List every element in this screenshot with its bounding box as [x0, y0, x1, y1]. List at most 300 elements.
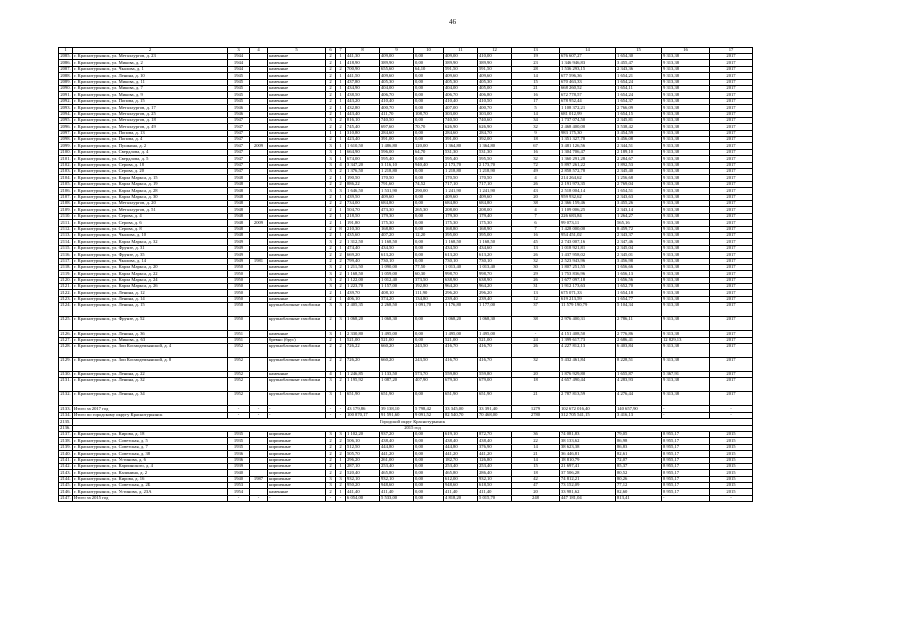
table-cell: 1950 — [228, 277, 250, 283]
table-cell: 20 — [512, 489, 560, 495]
table-cell: 1950 — [228, 271, 250, 277]
table-cell: 1952 — [228, 378, 250, 392]
table-cell: 1950 — [228, 290, 250, 296]
table-cell: 1948 — [228, 181, 250, 187]
table-cell: 886,22 — [346, 181, 380, 187]
table-cell: 1 364,80 — [444, 143, 478, 149]
table-cell: - — [268, 495, 326, 501]
table-cell: 0,00 — [414, 470, 444, 476]
table-cell: 410,00 — [478, 54, 512, 60]
table-cell: 9 313,38 — [662, 303, 710, 317]
table-cell: каменные — [268, 162, 326, 168]
address-cell: г. Краснотурьинск, ул. Металлургов, д. 23 — [73, 54, 228, 60]
table-cell: 26 — [512, 344, 560, 358]
row-number-cell: 2117. — [60, 258, 71, 263]
table-cell: 438,40 — [380, 438, 414, 444]
table-cell: 1 — [336, 60, 346, 66]
table-cell: 670 463,33 — [560, 79, 616, 85]
table-cell: 409,60 — [444, 73, 478, 79]
table-cell: 9 — [512, 130, 560, 136]
address-cell: Итого за 2015 год — [73, 495, 228, 501]
table-cell: 303,00 — [444, 111, 478, 117]
table-cell: 38 — [512, 200, 560, 206]
table-cell: 6 — [512, 220, 560, 226]
table-cell: 559,80 — [478, 372, 512, 378]
table-cell: 1 218,80 — [444, 169, 478, 175]
table-cell: 678 952,44 — [560, 98, 616, 104]
table-cell: 444,80 — [380, 444, 414, 450]
row-number-cell: 2092. — [60, 98, 71, 104]
table-cell: 948,60 — [380, 483, 414, 489]
table-cell: 677 596,36 — [560, 73, 616, 79]
table-cell: 0,00 — [414, 444, 444, 450]
table-cell: 9 313,38 — [662, 156, 710, 162]
table-cell: 465,80 — [380, 470, 414, 476]
table-cell: 2 — [336, 378, 346, 392]
table-cell: 9 313,38 — [662, 181, 710, 187]
table-cell: 2 344,51 — [616, 143, 662, 149]
table-cell: каменные — [268, 331, 326, 337]
table-cell: 389,90 — [444, 60, 478, 66]
table-cell: 8 955,17 — [662, 476, 710, 482]
table-cell: 681 012,99 — [560, 111, 616, 117]
address-cell: г. Краснотурьинск, ул. Пушкина, д. 2 — [73, 143, 228, 149]
address-cell: г. Краснотурьинск, ул. Фрунзе, д. 52 — [73, 317, 228, 331]
table-cell: 2 — [336, 181, 346, 187]
table-cell: 948,60 — [444, 483, 478, 489]
table-cell: - — [710, 406, 753, 412]
table-cell: 12,20 — [414, 232, 444, 238]
table-cell: 1 753 836,96 — [560, 271, 616, 277]
column-number-cell: 2 — [73, 48, 228, 54]
table-cell: 13 — [512, 290, 560, 296]
table-cell: 441,30 — [346, 54, 380, 60]
table-cell: 2015 — [710, 463, 753, 469]
table-cell: 374,20 — [380, 296, 414, 302]
table-cell: 2015 — [710, 451, 753, 457]
table-cell: 12 — [512, 296, 560, 302]
table-cell: 2017 — [710, 169, 753, 175]
table-cell: кирпичные — [268, 431, 326, 437]
table-cell: 296,20 — [478, 290, 512, 296]
table-cell: 1 610,50 — [346, 143, 380, 149]
table-cell: 4 657 490,44 — [560, 378, 616, 392]
row-number-cell: 2130. — [60, 371, 71, 377]
table-cell: 253,40 — [380, 463, 414, 469]
address-cell: г. Краснотурьинск, ул. Серова, д. 20 — [73, 169, 228, 175]
address-cell: г. Краснотурьинск, ул. Карла Маркса, д. 19 — [73, 181, 228, 187]
row-number-cell: 2143. — [60, 469, 71, 475]
table-cell: 3 — [336, 476, 346, 482]
address-cell: г. Краснотурьинск, ул. Карпинского, д. 4 — [73, 463, 228, 469]
table-cell: 1947 — [228, 130, 250, 136]
table-cell: каменные — [268, 194, 326, 200]
table-cell: 1935 — [228, 431, 250, 437]
table-cell: 1950 — [228, 303, 250, 317]
address-cell: г. Краснотурьинск, ул. Калинина, д. 2 — [73, 470, 228, 476]
column-number-cell: 15 — [616, 48, 662, 54]
table-cell: 0,00 — [414, 156, 444, 162]
table-cell: 85,37 — [616, 463, 662, 469]
table-cell: 591,50 — [444, 66, 478, 72]
table-cell: 3 456,08 — [616, 137, 662, 143]
table-cell: 1950 — [228, 296, 250, 302]
table-cell: 0,00 — [414, 495, 444, 501]
table-cell: 2 345,81 — [616, 117, 662, 123]
table-cell: 49 — [512, 169, 560, 175]
table-cell: 3 456,98 — [616, 258, 662, 264]
table-cell: кирпичные — [268, 438, 326, 444]
address-cell: г. Краснотурьинск, ул. Металлургов, д. 17 — [73, 105, 228, 111]
table-cell: 79,05 — [616, 431, 662, 437]
table-cell: 3 — [326, 156, 336, 162]
table-cell: 2 — [326, 463, 336, 469]
table-cell: 2017 — [710, 271, 753, 277]
table-cell: 391,00 — [444, 137, 478, 143]
row-number-cell: 2127. — [60, 337, 71, 343]
table-cell: 0,00 — [414, 213, 444, 219]
row-number-cell: 2108. — [60, 200, 71, 206]
row-number-cell: 2112. — [60, 226, 71, 231]
table-cell: 9 313,38 — [662, 85, 710, 91]
table-cell: 376,90 — [478, 444, 512, 450]
table-cell: 2 — [326, 252, 336, 258]
table-cell: 1951 — [228, 337, 250, 343]
table-cell: 2017 — [710, 111, 753, 117]
table-cell: 0,00 — [414, 226, 444, 232]
table-cell: каменные — [268, 188, 326, 194]
address-cell: г. Краснотурьинск, ул. Микова, д. 9 — [73, 92, 228, 98]
table-cell: 1 654,21 — [616, 73, 662, 79]
table-cell: - — [250, 406, 268, 412]
column-number-cell: 7 — [336, 48, 346, 54]
table-cell: 1 090,00 — [380, 264, 414, 270]
table-cell: 1949 — [228, 239, 250, 245]
table-cell: каменные — [268, 111, 326, 117]
table-cell: 964,20 — [478, 284, 512, 290]
address-cell: г. Краснотурьинск, ул. Кирова, д. 18 — [73, 431, 228, 437]
table-cell: 740,50 — [380, 117, 414, 123]
table-cell: 726,20 — [346, 358, 380, 372]
table-row — [59, 392, 753, 406]
table-cell: 2009 — [250, 143, 268, 149]
table-cell: 0,00 — [414, 194, 444, 200]
table-cell: 26 — [512, 181, 560, 187]
table-cell: 559,80 — [444, 372, 478, 378]
table-cell: 3 — [326, 303, 336, 317]
table-cell: - — [228, 406, 250, 412]
table-row — [59, 344, 753, 358]
table-cell: 2017 — [710, 85, 753, 91]
table-cell: 2 — [326, 175, 336, 181]
table-cell: каменные — [268, 149, 326, 155]
table-cell: 591,50 — [478, 66, 512, 72]
table-cell: 126,80 — [478, 457, 512, 463]
table-cell: крупноблочные газоблоки — [268, 358, 326, 372]
table-cell: 9 313,38 — [662, 105, 710, 111]
table-cell: 0,00 — [414, 483, 444, 489]
table-cell: 1 437 958,02 — [560, 252, 616, 258]
table-cell: 684,80 — [444, 200, 478, 206]
address-cell: г. Краснотурьинск, ул. Микова, д. 63 — [73, 337, 228, 343]
table-cell: 2017 — [710, 220, 753, 226]
table-cell: 1945 — [228, 85, 250, 91]
table-cell: 18 810,79 — [560, 457, 616, 463]
table-cell: 2017 — [710, 60, 753, 66]
table-cell: 1948 — [228, 188, 250, 194]
table-cell: 2 345,04 — [616, 245, 662, 251]
table-cell: 86,98 — [616, 438, 662, 444]
address-cell: г. Краснотурьинск, ул. Зои Космодемьянской, д. 4 — [73, 344, 228, 358]
table-cell: 660,20 — [380, 344, 414, 358]
table-cell: 0,00 — [414, 220, 444, 226]
table-cell: бревно (брус) — [268, 337, 326, 343]
table-cell: 77,50 — [414, 264, 444, 270]
table-cell: 15 — [512, 79, 560, 85]
table-cell: 37 — [512, 303, 560, 317]
table-cell: 672 778,57 — [560, 92, 616, 98]
table-cell: 1948 — [228, 220, 250, 226]
table-cell: 18 — [512, 137, 560, 143]
table-cell: 14 — [512, 444, 560, 450]
table-cell: 26 — [512, 277, 560, 283]
address-cell: г. Краснотурьинск, ул. Устинова, д. 6 — [73, 457, 228, 463]
column-number-cell: 1 — [59, 48, 73, 54]
table-cell: 33 981,62 — [560, 489, 616, 495]
table-cell: 0,00 — [414, 258, 444, 264]
table-cell: 74 812,21 — [560, 476, 616, 482]
table-cell: каменные — [268, 239, 326, 245]
table-cell — [250, 378, 268, 392]
table-cell: 5 432 461,84 — [560, 358, 616, 372]
table-cell: кирпичные — [268, 470, 326, 476]
table-cell: 1935 — [228, 444, 250, 450]
table-cell: 1 — [336, 290, 346, 296]
table-cell: 2 — [326, 290, 336, 296]
table-cell: 521,00 — [444, 337, 478, 343]
table-cell: - — [268, 406, 326, 412]
table-cell: 0,00 — [414, 92, 444, 98]
table-cell: 265,30 — [414, 207, 444, 213]
table-cell: 1 — [336, 73, 346, 79]
table-cell: 1 — [336, 92, 346, 98]
table-cell: 28 — [512, 66, 560, 72]
table-cell: 2 — [336, 483, 346, 489]
table-cell: 932,10 — [380, 476, 414, 482]
table-cell: 411,40 — [444, 489, 478, 495]
table-cell: 998,70 — [444, 271, 478, 277]
table-cell: 434,50 — [444, 245, 478, 251]
column-number-cell: 3 — [228, 48, 250, 54]
table-cell: 405,30 — [380, 79, 414, 85]
table-cell: 1 — [336, 232, 346, 238]
table-cell: 730,10 — [478, 258, 512, 264]
page-number: 46 — [449, 18, 456, 26]
row-number-cell: 2090. — [60, 85, 71, 91]
table-cell: 438,50 — [346, 92, 380, 98]
table-cell: 0,00 — [414, 79, 444, 85]
table-cell: 1 — [336, 105, 346, 111]
table-cell: 140 657,90 — [616, 406, 662, 412]
table-cell: 669,20 — [346, 252, 380, 258]
table-cell: 407,90 — [414, 378, 444, 392]
table-cell: 2 284,67 — [616, 156, 662, 162]
table-cell: 1 246,85 — [346, 372, 380, 378]
table-cell: крупноблочные газоблоки — [268, 392, 326, 406]
table-cell: 2 — [326, 60, 336, 66]
table-cell: 2 — [336, 444, 346, 450]
address-cell: г. Краснотурьинск, ул. Карла Маркса, д. 15 — [73, 175, 228, 181]
address-cell: г. Краснотурьинск, ул. Попова, д. 15 — [73, 98, 228, 104]
table-cell: 434,50 — [380, 245, 414, 251]
table-cell: 684,80 — [478, 200, 512, 206]
table-cell: 2 976 400,31 — [560, 317, 616, 331]
table-cell: 1987 — [250, 476, 268, 482]
table-cell: 2 — [336, 169, 346, 175]
table-cell: 80,52 — [616, 470, 662, 476]
table-cell: 43 — [512, 188, 560, 194]
table-cell: 655,60 — [380, 66, 414, 72]
row-number-cell: 2126. — [60, 330, 71, 336]
table-cell: 1 241,90 — [478, 188, 512, 194]
table-cell: 0,00 — [414, 98, 444, 104]
table-cell: каменные — [268, 169, 326, 175]
table-cell: 2017 — [710, 162, 753, 168]
table-cell: 1947 — [228, 156, 250, 162]
table-cell: 226 683,84 — [560, 213, 616, 219]
table-cell: 2 189,10 — [616, 149, 662, 155]
table-cell: крупноблочные газоблоки — [268, 344, 326, 358]
table-cell: 2017 — [710, 124, 753, 130]
table-cell: 1 087,20 — [380, 378, 414, 392]
address-cell: г. Краснотурьинск, ул. Карла Маркса, д. 32 — [73, 239, 228, 245]
table-cell: 9 313,38 — [662, 220, 710, 226]
table-cell: 638,90 — [444, 277, 478, 283]
table-cell: 168,80 — [380, 226, 414, 232]
table-cell: 1 495,00 — [478, 331, 512, 337]
table-cell: 170,50 — [444, 175, 478, 181]
table-cell: кирпичные — [268, 476, 326, 482]
table-cell: каменные — [268, 258, 326, 264]
table-cell: 34 — [512, 117, 560, 123]
table-cell: 1 376,50 — [346, 169, 380, 175]
table-cell: 1948 — [228, 194, 250, 200]
table-cell: 1 654,51 — [616, 188, 662, 194]
table-cell: 434,90 — [346, 85, 380, 91]
row-number-cell: 2107. — [60, 194, 71, 199]
table-cell: каменные — [268, 296, 326, 302]
table-cell: 676 607,27 — [560, 54, 616, 60]
table-cell: 0,00 — [414, 457, 444, 463]
address-cell: г. Краснотурьинск, ул. Металлургов, д. 18 — [73, 117, 228, 123]
table-cell: 674,00 — [346, 156, 380, 162]
table-cell: 175,30 — [380, 220, 414, 226]
table-cell: 2 — [336, 271, 346, 277]
table-cell: 1 654,77 — [616, 296, 662, 302]
table-cell: 1935 — [228, 438, 250, 444]
table-cell: 82,60 — [616, 489, 662, 495]
table-cell: 39 138,10 — [380, 406, 414, 412]
table-cell: 253,40 — [444, 463, 478, 469]
table-cell: - — [326, 406, 336, 412]
table-cell: 0,00 — [414, 438, 444, 444]
address-cell: г. Краснотурьинск, ул. Кирова, д. 16 — [73, 476, 228, 482]
table-cell: кирпичные — [268, 457, 326, 463]
table-cell: 286,40 — [478, 470, 512, 476]
table-cell: 734,00 — [346, 200, 380, 206]
table-cell: 1948 — [228, 207, 250, 213]
address-cell: г. Краснотурьинск, ул. Металлургов, д. 49 — [73, 124, 228, 130]
table-cell: 432,80 — [346, 105, 380, 111]
table-cell: 14 — [512, 73, 560, 79]
table-row — [59, 495, 753, 501]
table-cell: 2 — [326, 444, 336, 450]
row-number-cell: 2089. — [60, 79, 71, 84]
row-number-cell: 2142. — [60, 463, 71, 469]
table-cell: 1954 — [228, 489, 250, 495]
table-cell: 1 654,18 — [616, 290, 662, 296]
table-cell: 20 — [512, 372, 560, 378]
table-cell: 0,00 — [414, 73, 444, 79]
table-cell: 210,30 — [346, 226, 380, 232]
table-cell: 9 313,38 — [662, 188, 710, 194]
table-cell: 0,00 — [414, 60, 444, 66]
table-cell: 4 — [326, 372, 336, 378]
table-cell: 700,90 — [346, 66, 380, 72]
table-cell: 0,00 — [414, 54, 444, 60]
table-cell: 1 364,80 — [478, 143, 512, 149]
table-cell: 1948 — [228, 232, 250, 238]
table-cell: 1 677 097,18 — [560, 277, 616, 283]
table-cell: 409,00 — [444, 54, 478, 60]
table-cell: 404,00 — [444, 85, 478, 91]
table-cell: каменные — [268, 200, 326, 206]
table-cell: 37 506,28 — [560, 470, 616, 476]
table-cell: 168,80 — [444, 226, 478, 232]
table-cell: 1945 — [228, 98, 250, 104]
table-cell: 2 343,14 — [616, 207, 662, 213]
table-cell: 3 455,47 — [616, 60, 662, 66]
table-cell: 813,41 — [616, 495, 662, 501]
table-cell: 3 — [326, 483, 336, 489]
table-cell: 2 173,70 — [478, 162, 512, 168]
table-cell: 998,70 — [478, 271, 512, 277]
table-cell: 8 955,17 — [662, 444, 710, 450]
table-cell: - — [268, 412, 326, 418]
table-cell: 726,22 — [346, 344, 380, 358]
address-cell: г. Краснотурьинск, ул. Карла Маркса, д. 24 — [73, 277, 228, 283]
table-cell: 406,80 — [478, 92, 512, 98]
table-cell: 8 — [336, 226, 346, 232]
table-cell: 2 518 004,14 — [560, 188, 616, 194]
table-cell: 64,10 — [414, 66, 444, 72]
table-cell: 42 — [512, 476, 560, 482]
table-cell: 410,40 — [380, 98, 414, 104]
row-number-cell: 2091. — [60, 91, 71, 97]
table-cell: 9 313,38 — [662, 162, 710, 168]
table-cell: 9 313,38 — [662, 137, 710, 143]
table-cell: 2 173,70 — [444, 162, 478, 168]
table-cell: 77,12 — [616, 483, 662, 489]
table-cell: 1 157,00 — [380, 284, 414, 290]
table-cell: 2017 — [710, 372, 753, 378]
table-cell: 2 468 400,00 — [560, 124, 616, 130]
row-number-cell: 2147. — [60, 495, 71, 501]
table-cell: каменные — [268, 117, 326, 123]
table-cell: 2 — [326, 213, 336, 219]
table-cell: 21 — [512, 451, 560, 457]
table-cell: каменные — [268, 54, 326, 60]
